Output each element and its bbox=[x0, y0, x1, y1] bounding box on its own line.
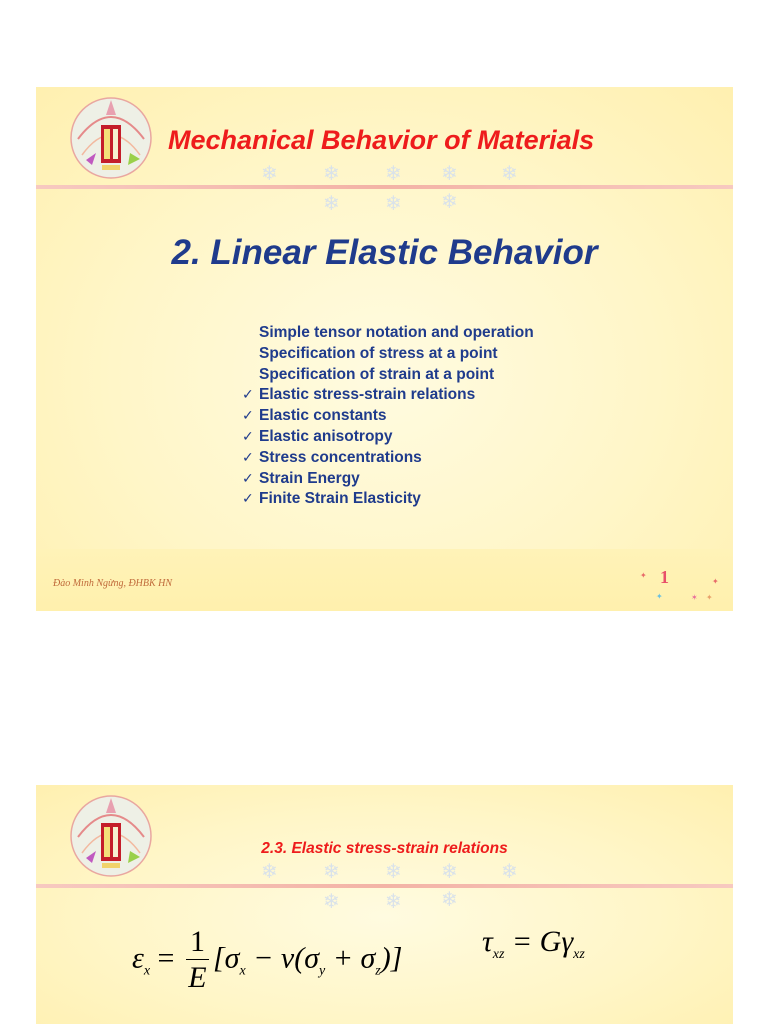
topic-label: Elastic stress-strain relations bbox=[259, 386, 476, 404]
snowflake-icon: ❄ bbox=[501, 161, 518, 185]
topic-label: Elastic anisotropy bbox=[259, 427, 393, 445]
eq-symbol: τ bbox=[482, 925, 493, 958]
snowflake-decoration bbox=[261, 163, 521, 223]
checkmark-icon: ✓ bbox=[242, 491, 254, 508]
chapter-title: 2. Linear Elastic Behavior bbox=[171, 233, 598, 272]
eq-fraction bbox=[186, 925, 209, 996]
author-credit: Đào Minh Ngừng, ĐHBK HN bbox=[53, 578, 173, 589]
slide-1 bbox=[36, 87, 733, 611]
topic-label: Finite Strain Elasticity bbox=[259, 490, 421, 508]
eq-subscript: z bbox=[375, 963, 381, 979]
strain-equation bbox=[132, 925, 402, 996]
sparkle-icon: ✦ bbox=[640, 571, 647, 580]
snowflake-icon: ❄ bbox=[385, 191, 402, 215]
eq-term: [σ bbox=[212, 941, 240, 975]
university-logo-icon bbox=[68, 95, 154, 181]
topic-label: Specification of stress at a point bbox=[259, 344, 498, 362]
shear-equation bbox=[482, 925, 585, 963]
eq-term: = Gγ bbox=[504, 925, 574, 958]
eq-subscript: x bbox=[239, 963, 246, 979]
sparkle-icon: ✦ bbox=[656, 592, 663, 601]
topic-item bbox=[242, 365, 534, 386]
topic-label: Strain Energy bbox=[259, 469, 360, 487]
sparkle-icon: ✦ bbox=[706, 593, 713, 602]
snowflake-icon: ❄ bbox=[323, 161, 340, 185]
checkmark-icon: ✓ bbox=[242, 428, 254, 445]
topic-label: Elastic constants bbox=[259, 407, 387, 425]
sparkle-icon: ✦ bbox=[712, 577, 719, 586]
topic-item bbox=[242, 427, 534, 448]
checkmark-icon: ✓ bbox=[242, 387, 254, 404]
page-number: 1 bbox=[660, 567, 669, 587]
snowflake-icon: ❄ bbox=[385, 161, 402, 185]
snowflake-icon: ❄ bbox=[441, 887, 458, 911]
snowflake-icon: ❄ bbox=[323, 191, 340, 215]
checkmark-placeholder bbox=[242, 344, 259, 365]
eq-numerator: 1 bbox=[186, 925, 209, 960]
checkmark-placeholder bbox=[242, 365, 259, 386]
snowflake-icon: ❄ bbox=[323, 859, 340, 883]
snowflake-icon: ❄ bbox=[261, 161, 278, 185]
eq-term: + σ bbox=[325, 941, 376, 975]
course-title: Mechanical Behavior of Materials bbox=[168, 125, 595, 155]
snowflake-icon: ❄ bbox=[441, 189, 458, 213]
university-logo-icon bbox=[68, 793, 154, 879]
topic-label: Simple tensor notation and operation bbox=[259, 324, 534, 341]
topic-label: Specification of strain at a point bbox=[259, 365, 495, 383]
eq-subscript: xz bbox=[573, 947, 585, 962]
checkmark-icon: ✓ bbox=[242, 470, 254, 487]
snowflake-icon: ❄ bbox=[385, 859, 402, 883]
snowflake-icon: ❄ bbox=[441, 859, 458, 883]
eq-subscript: x bbox=[143, 963, 151, 979]
topic-item bbox=[242, 323, 534, 344]
topic-item bbox=[242, 469, 534, 490]
topic-item bbox=[242, 344, 534, 365]
eq-denominator: E bbox=[188, 961, 207, 994]
snowflake-icon: ❄ bbox=[261, 859, 278, 883]
eq-operator: = bbox=[157, 941, 175, 975]
snowflake-icon: ❄ bbox=[323, 889, 340, 913]
topic-list bbox=[242, 323, 534, 510]
eq-symbol: ε bbox=[132, 941, 144, 975]
topic-label: Stress concentrations bbox=[259, 448, 422, 466]
checkmark-icon: ✓ bbox=[242, 408, 254, 425]
snowflake-decoration bbox=[261, 861, 521, 921]
checkmark-placeholder bbox=[242, 323, 259, 344]
topic-item bbox=[242, 406, 534, 427]
snowflake-icon: ❄ bbox=[501, 859, 518, 883]
eq-term: − ν(σ bbox=[245, 941, 320, 975]
eq-term: )] bbox=[380, 941, 403, 975]
checkmark-icon: ✓ bbox=[242, 449, 254, 466]
snowflake-icon: ❄ bbox=[385, 889, 402, 913]
topic-item bbox=[242, 489, 534, 510]
topic-item bbox=[242, 385, 534, 406]
section-title: 2.3. Elastic stress-strain relations bbox=[261, 840, 508, 857]
eq-subscript: y bbox=[319, 963, 326, 979]
eq-subscript: xz bbox=[492, 947, 505, 962]
topic-item bbox=[242, 448, 534, 469]
sparkle-icon: ✶ bbox=[691, 593, 698, 602]
snowflake-icon: ❄ bbox=[441, 161, 458, 185]
slide-2 bbox=[36, 785, 733, 1024]
